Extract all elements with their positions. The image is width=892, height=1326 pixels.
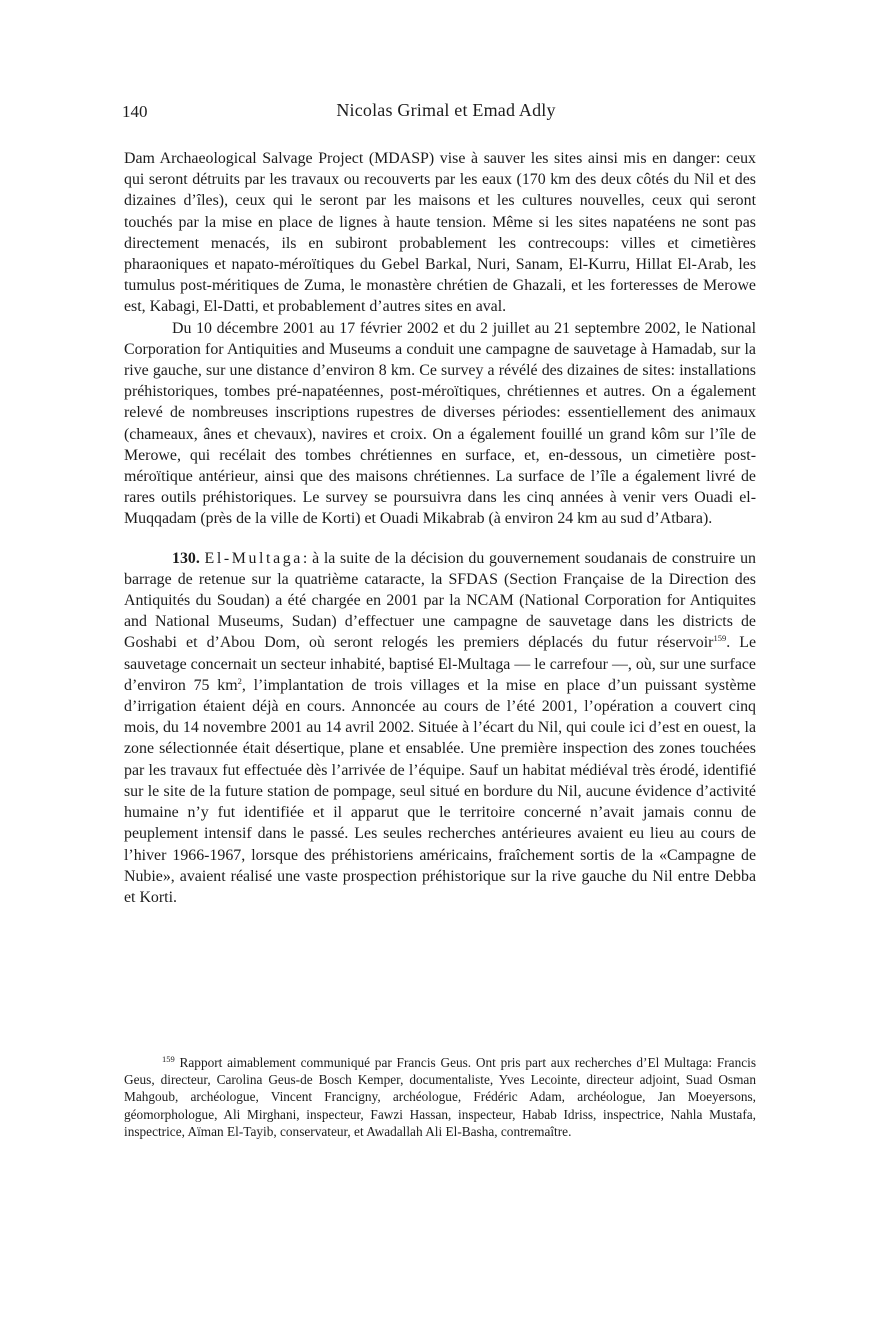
main-text bbox=[124, 148, 756, 908]
section-text-part-3: , l’implantation de trois villages et la mise en place d’un puissant système d’irrigation étaient déjà en cours. Annoncée au cours de l’été 2001, l’opération a couvert cinq mois, du 14 novembre 2001 au 14 avril 2002. Située à l’écart du Nil, qui coule ici d’est en ouest, la zone sélectionnée était désertique, plane et ensablée. Une première inspection des zones touchées par les travaux fut effectuée dès l’arrivée de l’équipe. Sauf un habitat médiéval très érodé, identifié sur le site de la future station de pompage, seul situé en bordure du Nil, aucune évidence d’activité humaine n’y fut identifiée et il apparut que le territoire concerné n’avait jamais connu de peuplement intensif dans le passé. Les seules recherches antérieures avaient eu lieu au cours de l’hiver 1966-1967, lorsque des préhistoriens américains, fraîchement sortis de la «Campagne de Nubie», avaient réalisé une vaste prospection préhistorique sur la rive gauche du Nil entre Debba et Korti. bbox=[124, 676, 756, 906]
section-text-part-2: . Le sauvetage concernait un secteur inhabité, baptisé El-Multaga — le carrefour —, où, sur une surface d’environ 75 km bbox=[124, 634, 756, 694]
running-title: Nicolas Grimal et Emad Adly bbox=[336, 100, 556, 120]
section-title: El-Multaga bbox=[204, 549, 303, 567]
paragraph-hamadab: Du 10 décembre 2001 au 17 février 2002 et du 2 juillet au 21 septembre 2002, le National Corporation for Antiquities and Museums a conduit une campagne de sauvetage à Hamadab, sur la rive gauche, sur une distance d’environ 8 km. Ce survey a révélé des dizaines de sites: installations préhistoriques, tombes pré-napatéennes, post-méroïtiques, chrétiennes et autres. On a également relevé de nombreuses inscriptions rupestres de diverses périodes: essentiellement des animaux (chameaux, ânes et chevaux), navires et croix. On a également fouillé un grand kôm sur l’île de Merowe, qui recélait des tombes chrétiennes en surface, et, en-dessous, un cimetière post-méroïtique antérieur, ainsi que des maisons chrétiennes. La surface de l’île a également livré de rares outils préhistoriques. Le survey se poursuivra dans les cinq années à venir vers Ouadi el-Muqqadam (près de la ville de Korti) et Ouadi Mikabrab (à environ 24 km au sud d’Atbara). bbox=[124, 319, 756, 528]
section-text-part-1: : à la suite de la décision du gouvernement soudanais de construire un barrage de retenue sur la quatrième cataracte, la SFDAS (Section Française de la Direction des Antiquités du Soudan) a été chargée en 2001 par la NCAM (National Corporation for Antiquites and National Museums, Sudan) d’effectuer une campagne de sauvetage dans les districts de Goshabi et d’Abou Dom, où seront relogés les premiers déplacés du futur réservoir bbox=[124, 549, 756, 652]
footnote-text: Rapport aimablement communiqué par Francis Geus. Ont pris part aux recherches d’El Multaga: Francis Geus, directeur, Carolina Geus-de Bosch Kemper, documentaliste, Yves Lecointe, directeur adjoint, Suad Osman Mahgoub, archéologue, Vincent Francigny, archéologue, Frédéric Adam, archéologue, Jan Moeyersons, géomorphologue, Ali Mirghani, inspecteur, Fawzi Hassan, inspecteur, Habab Idriss, inspectrice, Nahla Mustafa, inspectrice, Aïman El-Tayib, conservateur, et Awadallah Ali El-Basha, contremaître. bbox=[124, 1055, 756, 1139]
section-130-paragraph bbox=[124, 548, 756, 908]
footnote-reference: 159 bbox=[713, 633, 727, 644]
footnote-marker: 159 bbox=[162, 1054, 175, 1064]
square-superscript: 2 bbox=[237, 675, 242, 686]
footnote-159 bbox=[124, 1054, 756, 1140]
section-number: 130. bbox=[172, 549, 200, 567]
page-number: 140 bbox=[122, 102, 148, 121]
paragraph-continuation: Dam Archaeological Salvage Project (MDASP) vise à sauver les sites ainsi mis en danger: ceux qui seront détruits par les travaux ou recouverts par les eaux (170 km des deux côtés du Nil et des dizaines d’îles), ceux qui le seront par les maisons et les cultures nouvelles, ceux qui seront touchés par la mise en place de lignes à haute tension. Même si les sites napatéens ne sont pas directement menacés, ils en subiront probablement les contrecoups: villes et cimetières pharaoniques et napato-méroïtiques du Gebel Barkal, Nuri, Sanam, El-Kurru, Hillat El-Arab, les tumulus post-méritiques de Zuma, le monastère chrétien de Ghazali, et les forteresses de Merowe est, Kabagi, El-Datti, et probablement d’autres sites en aval. bbox=[124, 150, 756, 316]
footnotes bbox=[124, 1054, 756, 1140]
